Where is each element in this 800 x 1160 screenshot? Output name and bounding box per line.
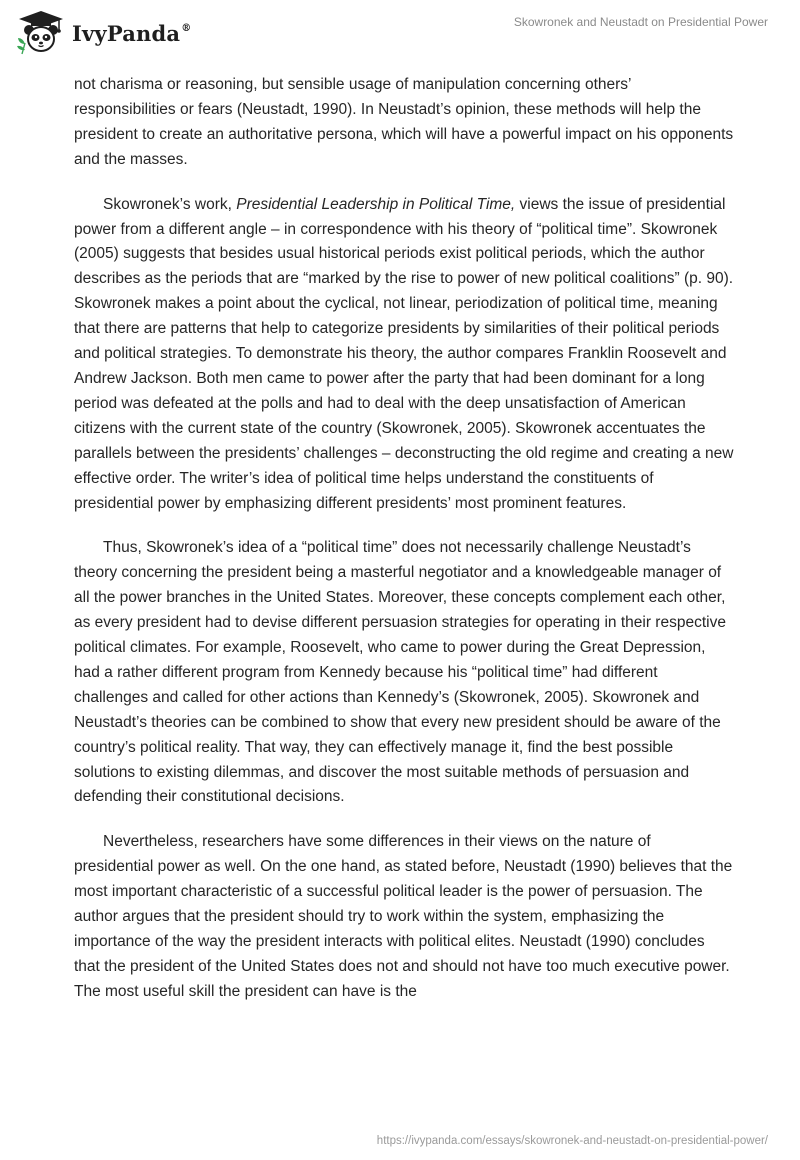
brand-text: IvyPanda [72,20,181,46]
panda-graduate-icon [14,8,68,56]
essay-body [74,73,734,1025]
book-title: Presidential Leadership in Political Time, [236,195,516,213]
page-header [0,0,800,64]
paragraph-2-body: views the issue of presidential power from a different angle – in correspondence with his theory of “political time”. Skowronek (2005) suggests that besides usual historical periods exist political periods, which the author describes as the periods that are “marked by the rise to power of new political coalitions” (p. 90). Skowronek makes a point about the cyclical, not linear, periodization of political time, meaning that there are patterns that help to categorize presidents by similarities of their political periods and political strategies. To demonstrate his theory, the author compares Franklin Roosevelt and Andrew Jackson. Both men came to power after the party that had been dominant for a long period was defeated at the polls and had to deal with the deep unsatisfaction of American citizens with the current state of the country (Skowronek, 2005). Skowronek accentuates the parallels between the presidents’ challenges – deconstructing the old regime and creating a new effective order. The writer’s idea of political time helps understand the constituents of presidential power by emphasizing different presidents’ most prominent features. [74,195,734,512]
brand-name [72,21,191,46]
paragraph-2-lead: Skowronek’s work, [103,195,237,213]
paragraph-3: Thus, Skowronek’s idea of a “political time” does not necessarily challenge Neustadt’s theory concerning the president being a masterful negotiator and a knowledgeable manager of all the power branches in the United States. Moreover, these concepts complement each other, as every president had to devise different persuasion strategies for operating in their respective political climates. For example, Roosevelt, who came to power during the Great Depression, had a rather different program from Kennedy because his “political time” had different challenges and called for other actions than Kennedy’s (Skowronek, 2005). Skowronek and Neustadt’s theories can be combined to show that every new president should be aware of the country’s political reality. That way, they can effectively manage it, find the best possible solutions to existing dilemmas, and discover the most suitable methods of persuasion and defending their constitutional decisions. [74,539,726,806]
paragraph-2 [74,193,734,517]
paragraph-1: not charisma or reasoning, but sensible usage of manipulation concerning others’ responsibilities or fears (Neustadt, 1990). In Neustadt’s opinion, these methods will help the president to create an authoritative persona, which will have a powerful impact on his opponents and the masses. [74,76,734,168]
ivypanda-logo[interactable] [14,8,191,56]
document-title: Skowronek and Neustadt on Presidential Power [513,15,768,29]
registered-mark: ® [181,22,192,34]
paragraph-4: Nevertheless, researchers have some differences in their views on the nature of presidential power as well. On the one hand, as stated before, Neustadt (1990) believes that the most important characteristic of a successful political leader is the power of persuasion. The author argues that the president should try to work within the system, emphasizing the importance of the way the president interacts with political elites. Neustadt (1990) concludes that the president of the United States does not and should not have too much executive power. The most useful skill the president can have is the [74,833,733,1000]
source-url[interactable]: https://ivypanda.com/essays/skowronek-and-neustadt-on-presidential-power/ [376,1135,768,1147]
